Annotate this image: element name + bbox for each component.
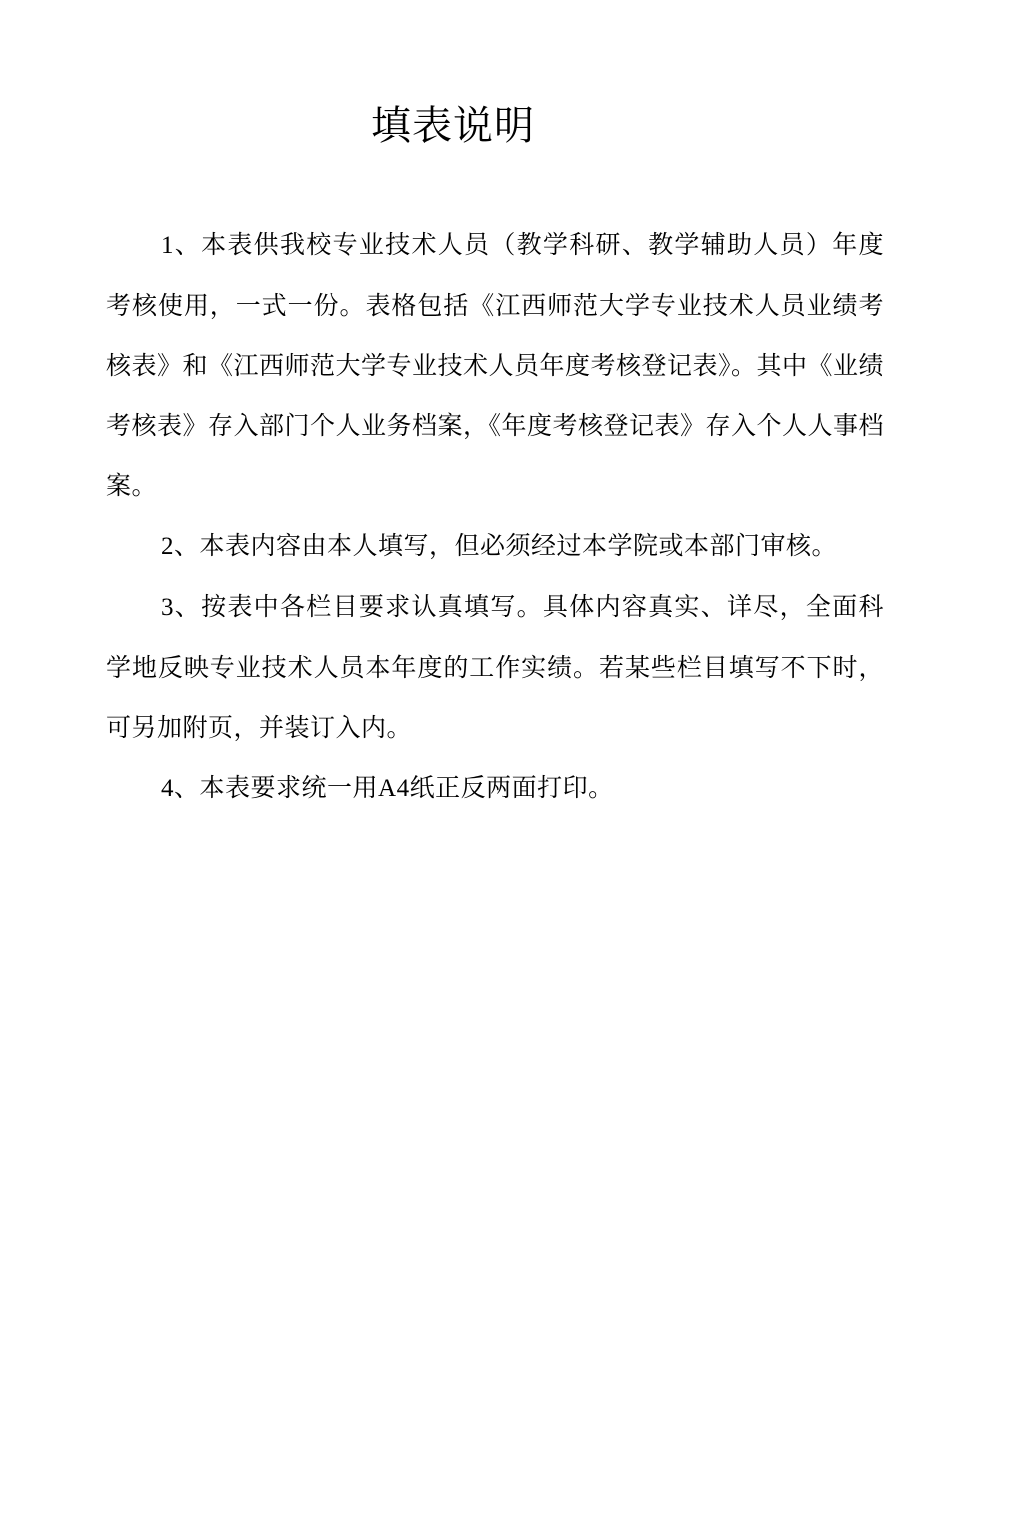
instruction-paragraph-2 xyxy=(106,516,884,577)
paragraph-text: 、本表内容由本人填写，但必须经过本学院或本部门审核。 xyxy=(174,531,838,560)
paragraph-number: 4 xyxy=(161,775,174,802)
instruction-paragraph-3 xyxy=(106,577,884,758)
paper-size: A4 xyxy=(378,775,410,802)
instruction-paragraph-1 xyxy=(106,215,884,516)
paragraph-text: 、本表要求统一用 xyxy=(174,773,379,802)
instructions-body xyxy=(106,215,884,819)
paragraph-text: 、按表中各栏目要求认真填写。具体内容真实、详尽，全面科学地反映专业技术人员本年度的工作实绩。若某些栏目填写不下时，可另加附页，并装订入内。 xyxy=(106,592,884,742)
paragraph-number: 3 xyxy=(161,594,174,621)
page-title: 填表说明 xyxy=(371,103,535,149)
instruction-paragraph-4 xyxy=(106,758,884,819)
paragraph-number: 1 xyxy=(161,232,174,259)
paragraph-text: 、本表供我校专业技术人员（教学科研、教学辅助人员）年度考核使用，一式一份。表格包括《江西师范大学专业技术人员业绩考核表》和《江西师范大学专业技术人员年度考核登记表》。其中《业绩考核表》存入部门个人业务档案，《年度考核登记表》存入个人人事档案。 xyxy=(106,230,885,500)
paragraph-number: 2 xyxy=(161,533,174,560)
paragraph-text: 纸正反两面打印。 xyxy=(409,773,614,802)
